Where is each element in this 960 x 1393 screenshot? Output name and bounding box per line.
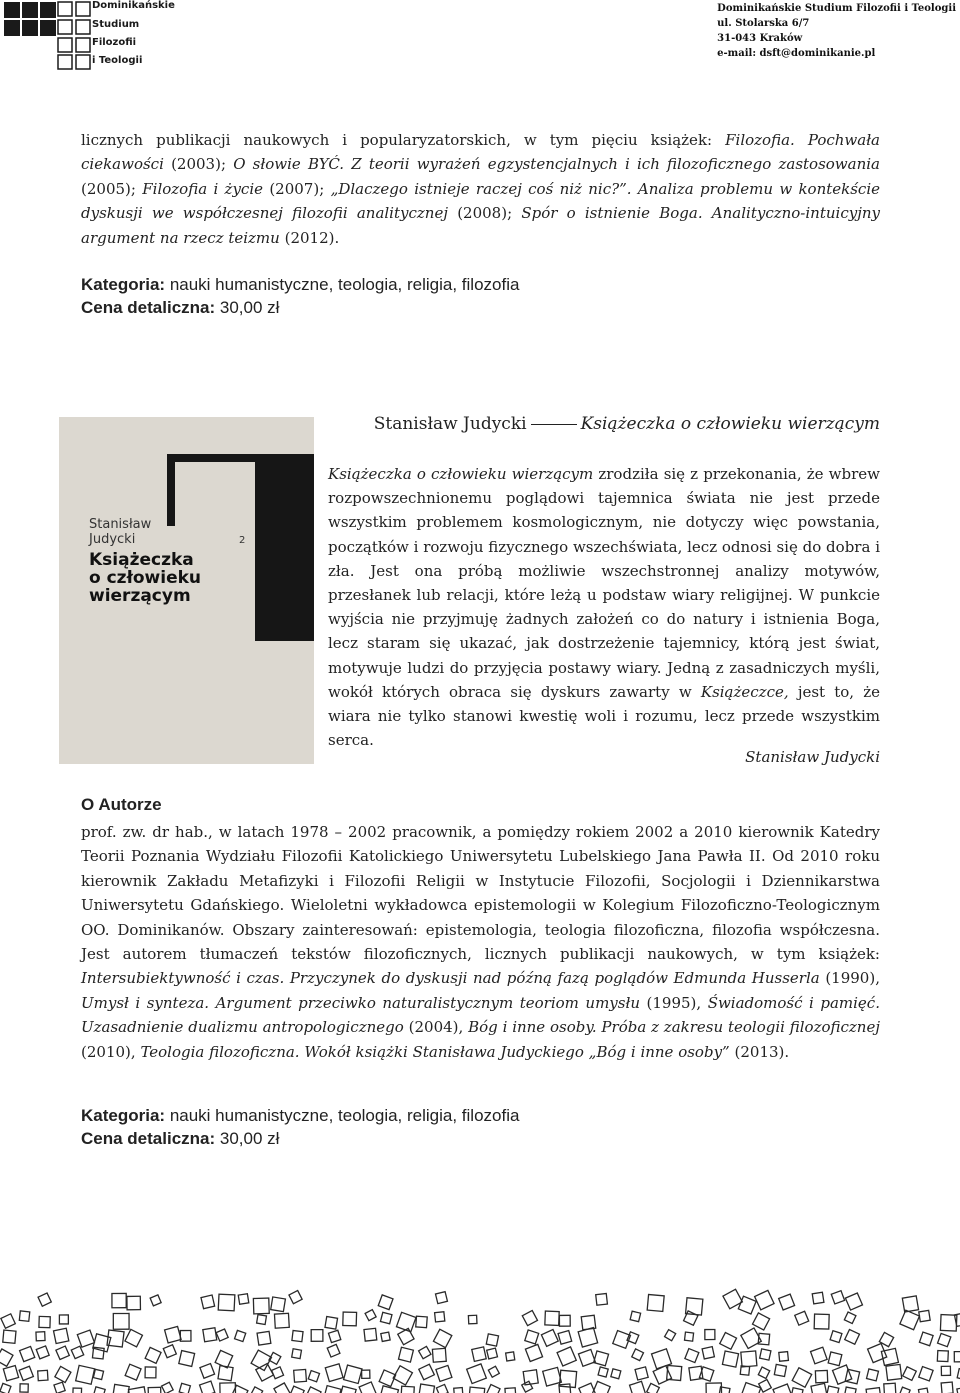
footer-square [215,1350,233,1368]
page-header [0,0,960,80]
footer-square [419,1384,435,1393]
footer-square [419,1346,431,1358]
footer-square [257,1315,267,1325]
footer-square [954,1352,960,1362]
footer-square [274,1383,290,1393]
cover-volume-number: 2 [239,535,246,546]
dash-separator [531,424,577,425]
footer-square [487,1385,500,1393]
footer-square [38,1370,48,1380]
footer-square [56,1346,69,1359]
description-italic: Książeczce, [700,682,789,701]
footer-square [812,1292,824,1304]
footer-square [719,1387,730,1393]
footer-square [487,1348,498,1359]
about-heading: O Autorze [81,795,162,814]
footer-square [362,1370,370,1378]
footer-square [289,1386,304,1393]
footer-square [3,1366,18,1381]
footer-square [486,1334,498,1346]
footer-square [795,1311,809,1325]
footer-square [76,1365,95,1384]
book-title-italic: „Dlaczego istnieje raczej coś niż nic?”. Analiza problemu w kontekście dyskusji we współczesnej filozofii analitycznej [81,179,880,223]
footer-square [918,1388,928,1393]
footer-square [598,1367,608,1377]
book-heading [330,414,880,434]
footer-square [19,1366,33,1380]
footer-square [436,1384,448,1393]
footer-square [365,1310,376,1321]
footer-square [779,1294,795,1310]
footer-square [844,1312,856,1324]
price-value: 30,00 zł [219,298,280,317]
address-city: 31-043 Kraków [717,33,803,44]
footer-square [272,1367,284,1379]
footer-square [364,1328,377,1341]
book-cover-image [59,417,314,764]
cover-title-line: Książeczka [89,550,194,570]
intro-paragraph [81,128,880,250]
intro-text: (2012). [284,228,340,247]
price-line [81,296,861,319]
footer-square [306,1387,321,1393]
footer-square [543,1367,562,1386]
cover-title [89,551,201,605]
cover-author-line: Stanisław [89,517,152,532]
footer-square [165,1326,182,1343]
footer-square [903,1367,917,1381]
footer-square [884,1383,896,1393]
footer-square [112,1384,129,1393]
footer-square [20,1384,28,1392]
footer-square [380,1312,392,1324]
footer-square [378,1295,393,1310]
intro-text: licznych publikacji naukowych i popularyzatorskich, w tym pięciu książek: [81,131,713,149]
footer-square [467,1364,487,1384]
footer-square [665,1330,676,1341]
footer-square [741,1383,761,1393]
footer-square [311,1330,323,1342]
footer-square [900,1310,920,1330]
footer-square [578,1349,595,1366]
about-book-italic: Teologia filozoficzna. Wokół książki Stanisława Judyckiego „Bóg i inne osoby” [140,1042,730,1061]
address-block [717,1,956,61]
footer-square [343,1312,357,1326]
footer-square [919,1310,930,1321]
footer-square [779,1352,789,1362]
footer-square [150,1295,161,1306]
footer-square [216,1329,228,1341]
footer-square [815,1370,827,1382]
book-author: Stanisław Judycki [373,414,527,434]
about-book-italic: Bóg i inne osoby. Próba z zakresu teologii filozoficznej [468,1018,880,1037]
footer-square [59,1315,68,1324]
price-line [81,1127,861,1150]
footer-square [845,1293,862,1310]
footer-square [525,1330,539,1344]
footer-square [325,1364,343,1382]
footer-square [419,1364,435,1380]
logo-line-2: Studium [92,19,140,30]
footer-square [773,1384,793,1393]
footer-square [811,1383,827,1393]
footer-square [36,1346,49,1359]
footer-square [811,1347,828,1364]
footer-square [162,1382,174,1393]
footer-square [826,1386,838,1393]
footer-square [522,1310,537,1325]
about-book-italic: Świadomość i pamięć. Uzasadnienie dualizmu antropologicznego [81,993,880,1037]
footer-square [630,1311,640,1321]
cover-author-line: Judycki [89,532,136,547]
footer-square [845,1329,860,1344]
footer-square [145,1347,161,1363]
footer-square [327,1344,340,1357]
footer-square [867,1369,879,1381]
category-value: nauki humanistyczne, teologia, religia, filozofia [169,275,520,294]
description-text: zrodziła się z przekonania, że wbrew rozpowszechnionemu poglądowi tajemnica świata nie jest przede wszystkim problemem kosmologicznym, nie dotyczy więc powstania, początków i rozwoju fizycznego wszechświata, lecz odnosi się do dobra i zła. Jest ona próbą możliwie wszechstronnej analizy motywów, przesłanek lub relacji, które leżą u podstaw wiary religijnej. W punkcie wyjścia nie przyjmuję żadnych założeń co do natury i istnienia Boga, lecz staram się ukazać, jak dostrzeżenie tajemnicy, którą jest świat, motywuje ludzi do przyjęcia postawy wiary. Jedną z zasadniczych myśli, wokół których obraca się dyskurs zawarty w [328,465,880,701]
footer-square [594,1351,609,1366]
footer-square [886,1364,902,1380]
footer-square [112,1293,126,1307]
intro-text: (2007); [269,179,325,198]
footer-square [55,1366,71,1382]
about-text: (2013). [734,1042,790,1061]
footer-square [468,1315,477,1324]
book-title-italic: Książeczka o człowieku wierzącym [328,465,594,483]
footer-square [866,1388,881,1393]
footer-square [180,1331,191,1342]
footer-square [454,1388,463,1393]
about-text: (2004), [408,1018,464,1037]
footer-square [432,1348,446,1362]
address-email[interactable]: e-mail: dsft@dominikanie.pl [717,48,876,59]
category-block-2 [81,1104,861,1150]
footer-square [19,1311,29,1321]
description-text: jest to, że wiara nie tylko stanowi kwestię woli i rozumu, lecz przede wszystkim serca. [328,682,880,750]
footer-square [113,1313,129,1329]
footer-square [828,1352,842,1366]
footer-square [488,1366,499,1377]
footer-square [472,1347,486,1361]
description-signature: Stanisław Judycki [745,748,880,766]
footer-square [559,1315,570,1326]
footer-square [632,1349,644,1361]
price-label: Cena detaliczna: [81,1129,216,1148]
footer-square [308,1371,319,1382]
footer-square [1,1314,15,1328]
footer-square [128,1387,146,1393]
footer-square [148,1387,161,1393]
footer-square [902,1296,918,1312]
footer-square [93,1387,105,1393]
cover-dark-strip [167,454,255,462]
footer-square [145,1367,156,1378]
about-book-italic: Intersubiektywność i czas. Przyczynek do dyskusji nad późną fazą poglądów Edmunda Husserla [81,969,820,988]
footer-square [705,1330,715,1340]
footer-square [578,1328,597,1347]
footer-square [339,1386,356,1393]
footer-square [753,1313,770,1330]
footer-square [274,1313,289,1328]
cover-dark-block [255,454,314,641]
about-text: prof. zw. dr hab., w latach 1978 – 2002 pracownik, a pomiędzy rokiem 2002 a 2010 kierownik Katedry Teorii Poznania Wydziału Filozofii Katolickiego Uniwersytetu Lubelskiego Jana Pawła II. Od 2010 roku kierownik Zakładu Metafizyki i Filozofii Religii w Instytucie Filozofii, Socjologii i Dziennikarstwa Uniwersytetu Gdańskiego. Wieloletni wykładowca epistemologii w Kolegium Filozoficzno-Teologicznym OO. Dominikanów. Obszary zainteresowań: epistemologia, teologia filozoficzna, filozofia współczesna. Jest autorem tłumaczeń tekstów filozoficznych, licznych publikacji naukowych, w tym książek: [81,823,880,964]
category-value: nauki humanistyczne, teologia, religia, filozofia [169,1106,520,1125]
footer-square [722,1351,738,1367]
footer-square [469,1387,485,1393]
footer-square [435,1312,445,1322]
footer-square [941,1382,953,1393]
footer-square [54,1328,69,1343]
footer-square [814,1314,829,1329]
footer-square [416,1316,427,1327]
footer-square [506,1352,515,1361]
footer-square [647,1294,664,1311]
footer-square [251,1387,263,1393]
footer-square [720,1332,737,1349]
footer-square [844,1387,856,1393]
footer-square [937,1351,948,1362]
footer-square [741,1351,757,1367]
footer-square [792,1368,812,1388]
footer-square [941,1366,950,1375]
footer-square [685,1349,699,1363]
footer-square [359,1382,376,1393]
book-title-italic: Spór o istnienie Boga. Analityczno-intuicyjny argument na rzecz teizmu [81,204,880,247]
footer-square [379,1386,398,1393]
about-text: (1990), [825,969,880,988]
footer-square [433,1329,451,1347]
footer-square [0,1383,11,1393]
intro-text: (2008); [457,204,513,223]
footer-square [256,1363,274,1381]
footer-square [253,1298,269,1314]
logo-line-3: Filozofii [92,37,137,48]
book-title-italic: Filozofia i życie [142,179,264,198]
logo-line-1: Dominikańskie [92,0,175,11]
footer-square [292,1349,302,1359]
book-title-italic: O słowie BYĆ. Z teorii wyrażeń egzystencjalnych i ich filozoficznego zastosowania [233,155,880,174]
footer-square [218,1366,233,1381]
footer-square [381,1332,390,1341]
cover-author [89,517,151,547]
footer-square [830,1331,842,1343]
footer-square [325,1316,338,1329]
footer-square-pattern [0,1283,960,1393]
footer-square [77,1330,94,1347]
footer-square [545,1311,559,1325]
footer-square [125,1329,143,1347]
footer-square [505,1388,516,1393]
footer-square [627,1332,639,1344]
category-label: Kategoria: [81,1106,166,1125]
footer-square [881,1348,898,1365]
footer-square [685,1332,694,1341]
footer-square [292,1331,303,1342]
footer-square [559,1384,571,1393]
footer-square [201,1295,215,1309]
footer-square [755,1290,774,1309]
footer-square [294,1369,307,1382]
footer-square [845,1369,859,1383]
about-book-italic: Umysł i synteza. Argument przeciwko naturalistycznym teoriom umysłu [81,993,640,1012]
address-org: Dominikańskie Studium Filozofii i Teologii [717,3,956,14]
footer-square [93,1369,103,1379]
footer-square [179,1351,195,1367]
book-title-italic: Filozofia. Pochwała ciekawości [81,131,880,174]
footer-square [522,1381,533,1392]
footer-square [919,1367,933,1381]
about-text: (1995), [646,993,702,1012]
cover-title-line: o człowieku [89,568,202,588]
footer-square [630,1381,646,1393]
footer-square [289,1291,302,1304]
book-title: Książeczka o człowieku wierzącym [580,414,880,434]
footer-square [647,1383,660,1393]
footer-square [38,1293,51,1306]
footer-square [435,1292,447,1304]
footer-square [218,1294,235,1311]
footer-square [328,1330,340,1342]
footer-square [774,1364,786,1376]
book-description [328,462,880,752]
footer-square [702,1347,714,1359]
footer-square [758,1367,769,1378]
price-value: 30,00 zł [219,1129,280,1148]
footer-square [344,1365,362,1383]
footer-square [54,1382,65,1393]
category-block-1 [81,273,861,319]
footer-square [635,1367,648,1380]
footer-square [125,1364,141,1380]
footer-square [20,1346,35,1361]
address-street: ul. Stolarska 6/7 [717,18,810,29]
footer-square [401,1386,414,1393]
footer-square [436,1365,452,1381]
footer-square [73,1388,82,1393]
footer-square [399,1347,414,1362]
footer-square [200,1364,215,1379]
about-paragraph [81,820,880,1064]
footer-square [323,1386,341,1393]
footer-square [238,1294,249,1305]
footer-square [525,1344,542,1361]
footer-square [179,1383,190,1393]
footer-square [0,1349,13,1366]
footer-square [71,1346,83,1358]
footer-square [558,1331,572,1345]
footer-square [257,1331,271,1345]
footer-square [686,1298,703,1315]
footer-square [760,1349,771,1360]
cover-title-line: wierzącym [89,586,191,606]
about-text: (2010), [81,1042,136,1061]
footer-square [39,1316,50,1327]
footer-square [231,1385,248,1393]
footer-square [791,1388,803,1393]
footer-square [3,1330,16,1343]
price-label: Cena detaliczna: [81,298,216,317]
footer-square [200,1381,215,1393]
footer-square [36,1332,45,1341]
category-line [81,273,861,296]
footer-square [611,1369,621,1379]
footer-square [938,1333,951,1346]
footer-square [127,1296,141,1310]
footer-square [557,1347,576,1366]
footer-square [235,1330,246,1341]
category-line [81,1104,861,1127]
intro-text: (2005); [81,179,136,198]
category-label: Kategoria: [81,275,166,294]
footer-square [203,1328,217,1342]
footer-square [919,1332,933,1346]
cover-dark-strip [167,454,175,526]
footer-square [271,1297,286,1312]
footer-square [899,1387,910,1393]
footer-square [163,1345,176,1358]
footer-square [831,1291,844,1304]
logo-line-4: i Teologii [92,55,143,66]
footer-square [541,1330,558,1347]
footer-square [596,1293,608,1305]
intro-text: (2003); [171,155,226,174]
